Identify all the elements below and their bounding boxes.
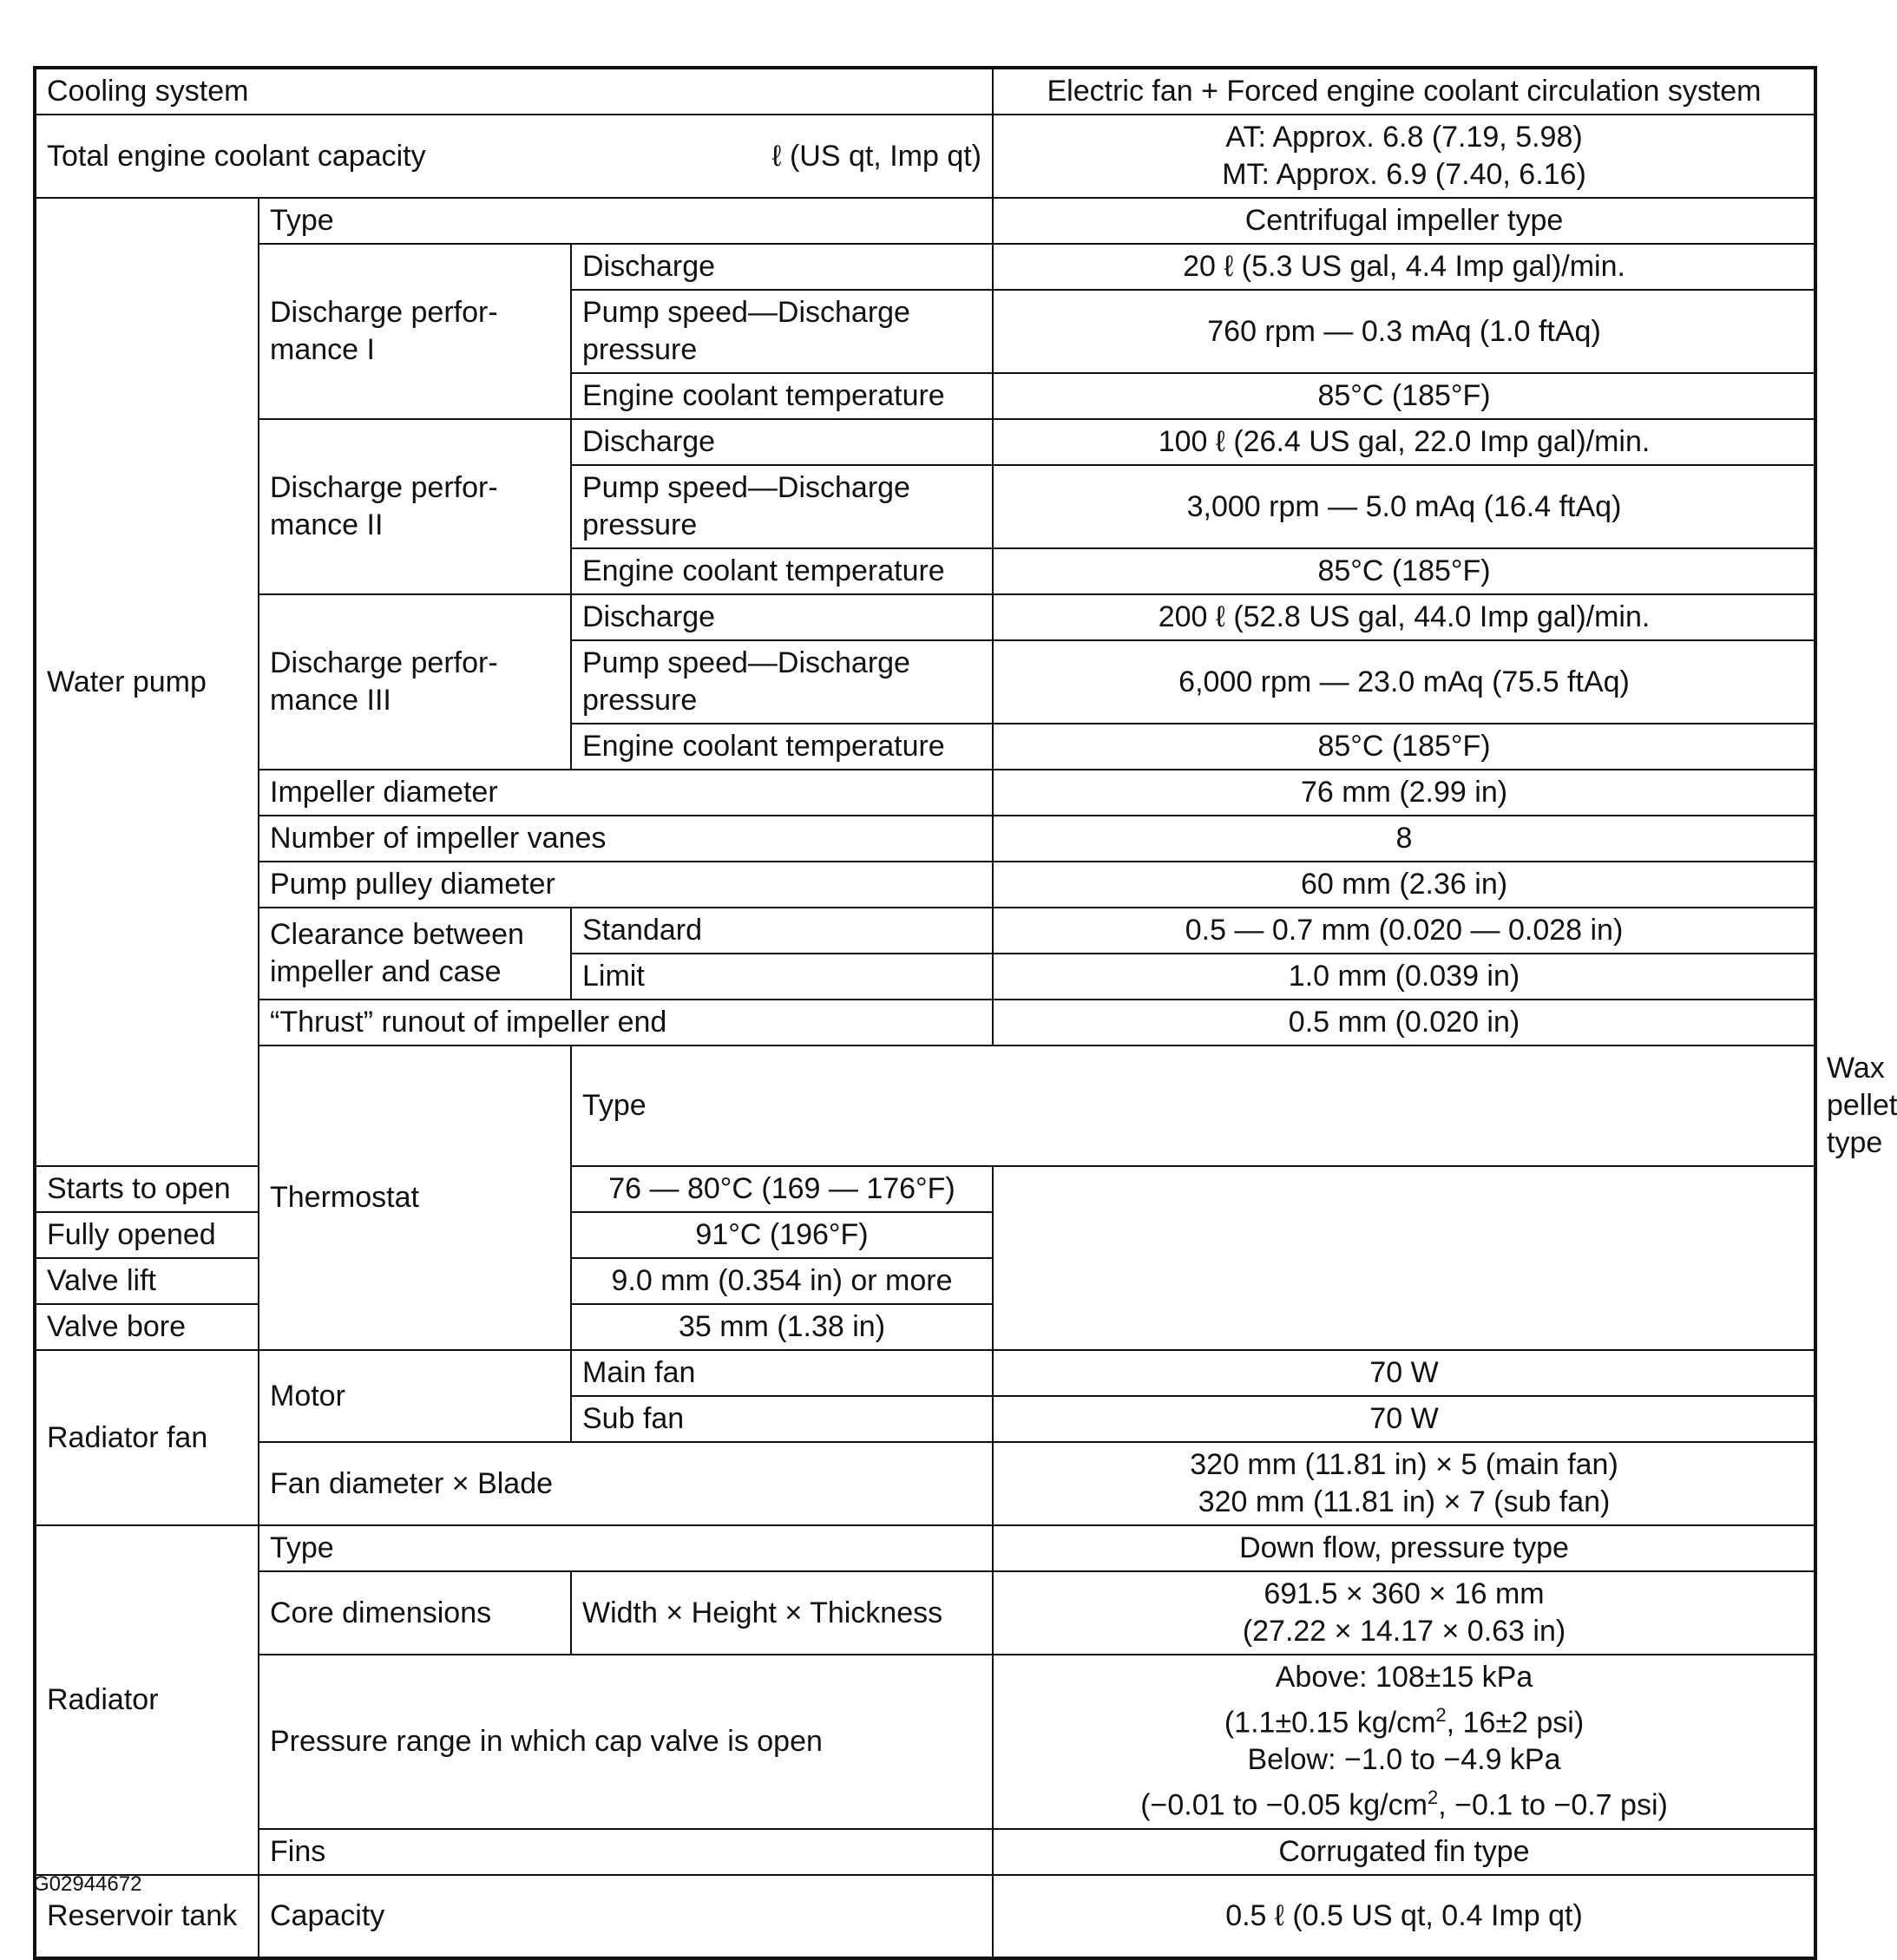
row-value: 0.5 — 0.7 mm (0.020 — 0.028 in) <box>993 908 1815 954</box>
row-value: 0.5 mm (0.020 in) <box>993 1000 1815 1046</box>
capacity-mt: MT: Approx. 6.9 (7.40, 6.16) <box>1222 158 1586 191</box>
core-in: (27.22 × 14.17 × 0.63 in) <box>1242 1615 1566 1648</box>
row-value: 100 ℓ (26.4 US gal, 22.0 Imp gal)/min. <box>993 419 1815 465</box>
row-value: 70 W <box>993 1396 1815 1442</box>
table-row <box>35 1525 1815 1571</box>
row-label: Width × Height × Thickness <box>571 1571 993 1655</box>
perf-label: Discharge perfor-mance III <box>259 594 571 770</box>
row-label: Pump speed—Discharge pressure <box>571 640 993 724</box>
figure-code: G02944672 <box>33 1872 142 1896</box>
table-row <box>35 1212 1815 1258</box>
row-label: Type <box>571 1046 1815 1166</box>
row-label: Number of impeller vanes <box>259 816 993 862</box>
table-row <box>35 908 1815 954</box>
table-row <box>35 594 1815 640</box>
section-label: Radiator <box>35 1525 259 1875</box>
row-label: Starts to open <box>35 1166 571 1212</box>
row-label: Capacity <box>259 1875 993 1958</box>
blade-main: 320 mm (11.81 in) × 5 (main fan) <box>1190 1448 1618 1481</box>
row-value <box>993 1442 1815 1525</box>
row-value <box>993 115 1815 198</box>
table-row <box>35 1304 1815 1350</box>
row-value: Electric fan + Forced engine coolant circulation system <box>993 68 1815 115</box>
row-value: 0.5 ℓ (0.5 US qt, 0.4 Imp qt) <box>993 1875 1815 1958</box>
row-value: 9.0 mm (0.354 in) or more <box>571 1258 993 1304</box>
table-row <box>35 198 1815 244</box>
row-label: Cooling system <box>35 68 993 115</box>
pressure-below-units: (−0.01 to −0.05 $kg/cm^2$, −0.1 to −0.7 psi) <box>1140 1786 1668 1822</box>
table-row: Thermostat Type Wax pellet type <box>35 1046 1815 1166</box>
table-row <box>35 1000 1815 1046</box>
row-label: Fan diameter × Blade <box>259 1442 993 1525</box>
row-label: Discharge <box>571 244 993 290</box>
row-value: 91°C (196°F) <box>571 1212 993 1258</box>
core-mm: 691.5 × 360 × 16 mm <box>1264 1577 1545 1610</box>
cooling-spec-table <box>33 66 1897 1960</box>
table-row <box>35 115 1815 198</box>
table-row <box>35 1829 1815 1875</box>
table-row <box>35 419 1815 465</box>
row-label <box>35 115 993 198</box>
row-label: Pressure range in which cap valve is open <box>259 1655 993 1829</box>
row-label: Engine coolant temperature <box>571 373 993 419</box>
row-label: Clearance between impeller and case <box>259 908 571 1000</box>
row-label: Engine coolant temperature <box>571 724 993 770</box>
table-row <box>35 816 1815 862</box>
row-label: Core dimensions <box>259 1571 571 1655</box>
row-label: Engine coolant temperature <box>571 548 993 594</box>
row-value: Centrifugal impeller type <box>993 198 1815 244</box>
perf-label: Discharge perfor-mance II <box>259 419 571 594</box>
blade-sub: 320 mm (11.81 in) × 7 (sub fan) <box>1198 1485 1611 1518</box>
row-value: 70 W <box>993 1350 1815 1396</box>
row-value: 760 rpm — 0.3 mAq (1.0 ftAq) <box>993 290 1815 373</box>
row-label: Valve lift <box>35 1258 571 1304</box>
row-value <box>993 1655 1815 1829</box>
section-label: Water pump <box>35 198 259 1166</box>
row-value: 6,000 rpm — 23.0 mAq (75.5 ftAq) <box>993 640 1815 724</box>
pressure-above-units: (1.1±0.15 $kg/cm^2$, 16±2 psi) <box>1224 1704 1585 1740</box>
row-label: Fins <box>259 1829 993 1875</box>
row-value: 3,000 rpm — 5.0 mAq (16.4 ftAq) <box>993 465 1815 548</box>
row-label: Main fan <box>571 1350 993 1396</box>
row-value: 1.0 mm (0.039 in) <box>993 954 1815 1000</box>
row-value: 35 mm (1.38 in) <box>571 1304 993 1350</box>
row-label: Motor <box>259 1350 571 1442</box>
row-label: Type <box>259 1525 993 1571</box>
section-label: Thermostat <box>259 1046 571 1350</box>
table-row <box>35 770 1815 816</box>
row-label: Pump pulley diameter <box>259 862 993 908</box>
row-value: 60 mm (2.36 in) <box>993 862 1815 908</box>
row-value: Down flow, pressure type <box>993 1525 1815 1571</box>
table-row <box>35 1571 1815 1655</box>
row-label: “Thrust” runout of impeller end <box>259 1000 993 1046</box>
row-label: Fully opened <box>35 1212 571 1258</box>
table-row <box>35 1258 1815 1304</box>
table-row <box>35 1875 1815 1958</box>
row-value: 85°C (185°F) <box>993 724 1815 770</box>
row-label: Pump speed—Discharge pressure <box>571 290 993 373</box>
row-value: 85°C (185°F) <box>993 548 1815 594</box>
table-row <box>35 862 1815 908</box>
row-value: 8 <box>993 816 1815 862</box>
row-label: Valve bore <box>35 1304 571 1350</box>
pressure-above: Above: 108±15 kPa <box>1275 1661 1533 1694</box>
row-value: 76 — 80°C (169 — 176°F) <box>571 1166 993 1212</box>
capacity-at: AT: Approx. 6.8 (7.19, 5.98) <box>1225 121 1583 154</box>
row-label: Sub fan <box>571 1396 993 1442</box>
perf-label: Discharge perfor-mance I <box>259 244 571 419</box>
pressure-below: Below: −1.0 to −4.9 kPa <box>1247 1743 1561 1777</box>
section-label: Radiator fan <box>35 1350 259 1525</box>
row-label: Pump speed—Discharge pressure <box>571 465 993 548</box>
table-row <box>35 1442 1815 1525</box>
row-label: Standard <box>571 908 993 954</box>
table-row <box>35 244 1815 290</box>
capacity-unit: ℓ (US qt, Imp qt) <box>771 139 982 173</box>
table-row <box>35 68 1815 115</box>
section-label: Reservoir tank <box>35 1875 259 1958</box>
table-row <box>35 1350 1815 1396</box>
row-value: Corrugated fin type <box>993 1829 1815 1875</box>
row-value: 85°C (185°F) <box>993 373 1815 419</box>
row-value: 200 ℓ (52.8 US gal, 44.0 Imp gal)/min. <box>993 594 1815 640</box>
row-value: 20 ℓ (5.3 US gal, 4.4 Imp gal)/min. <box>993 244 1815 290</box>
row-label: Type <box>259 198 993 244</box>
row-label: Limit <box>571 954 993 1000</box>
row-value: 76 mm (2.99 in) <box>993 770 1815 816</box>
row-label: Impeller diameter <box>259 770 993 816</box>
capacity-label: Total engine coolant capacity <box>47 139 426 173</box>
table-row <box>35 1655 1815 1829</box>
row-label: Discharge <box>571 594 993 640</box>
row-value <box>993 1571 1815 1655</box>
row-label: Discharge <box>571 419 993 465</box>
